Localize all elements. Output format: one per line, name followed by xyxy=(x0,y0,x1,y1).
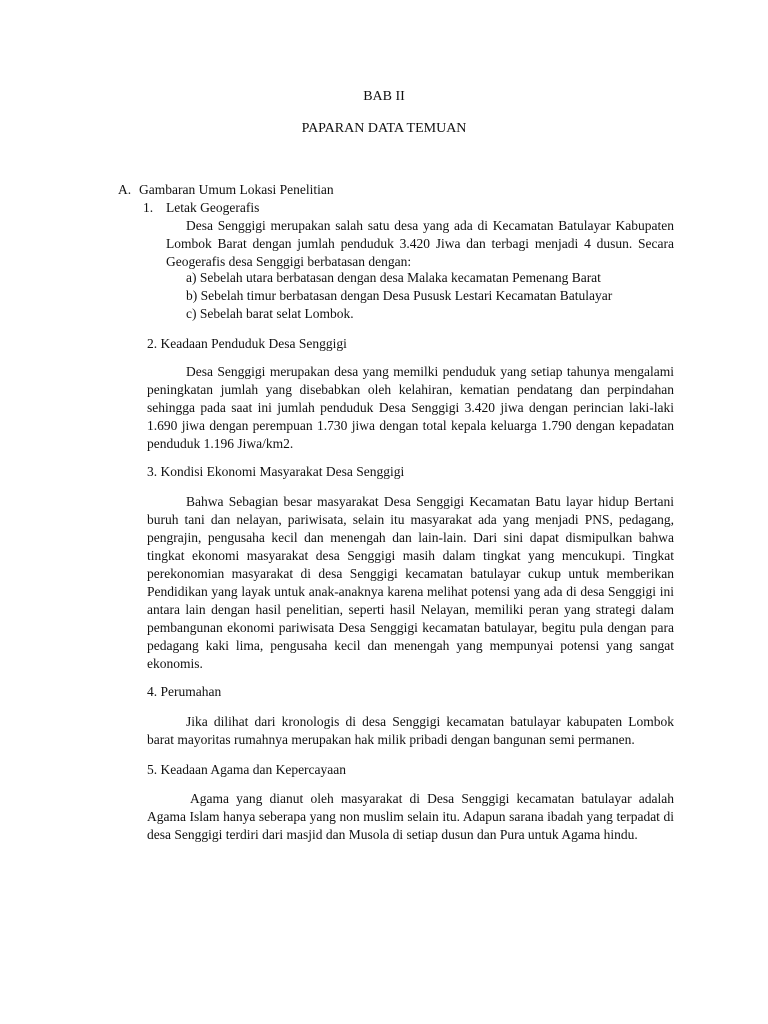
section-a-marker: A. xyxy=(118,182,132,197)
subsection-1-paragraph: Desa Senggigi merupakan salah satu desa yang ada di Kecamatan Batulayar Kabupaten Lombok Barat dengan jumlah penduduk 3.420 Jiwa dan terbagi menjadi 4 dusun. Secara Geogerafis desa Senggigi berbatasan dengan: xyxy=(166,218,674,269)
boundary-west: c) Sebelah barat selat Lombok. xyxy=(186,306,354,321)
subsection-3-heading: 3. Kondisi Ekonomi Masyarakat Desa Senggigi xyxy=(147,464,405,479)
subsection-4-heading: 4. Perumahan xyxy=(147,684,222,699)
chapter-label: BAB II xyxy=(363,89,405,104)
subsection-4-paragraph: Jika dilihat dari kronologis di desa Senggigi kecamatan batulayar kabupaten Lombok barat mayoritas rumahnya merupakan hak milik pribadi dengan bangunan semi permanen. xyxy=(147,714,674,747)
section-a-heading: Gambaran Umum Lokasi Penelitian xyxy=(139,182,334,197)
subsection-1-heading: Letak Geogerafis xyxy=(166,200,260,215)
subsection-5-paragraph: Agama yang dianut oleh masyarakat di Desa Senggigi kecamatan batulayar adalah Agama Islam hanya seberapa yang non muslim selain itu. Adapun sarana ibadah yang terpadat di desa Senggigi terdiri dari masjid dan Musola di setiap dusun dan Pura untuk Agama hindu. xyxy=(147,791,674,842)
subsection-1-marker: 1. xyxy=(143,200,154,215)
subsection-5-heading: 5. Keadaan Agama dan Kepercayaan xyxy=(147,762,347,777)
subsection-2-heading: 2. Keadaan Penduduk Desa Senggigi xyxy=(147,336,347,351)
subsection-2-paragraph: Desa Senggigi merupakan desa yang memilki penduduk yang setiap tahunya mengalami peningkatan jumlah yang disebabkan oleh kelahiran, kematian pendatang dan perpindahan sehingga pada saat ini jumlah penduduk Desa Senggigi 3.420 jiwa dengan perincian laki-laki 1.690 jiwa dengan perempuan 1.730 jiwa dengan total kepala keluarga 1.790 dengan kepadatan penduduk 1.196 Jiwa/km2. xyxy=(147,364,674,451)
boundary-north: a) Sebelah utara berbatasan dengan desa Malaka kecamatan Pemenang Barat xyxy=(186,270,601,285)
subsection-3-paragraph: Bahwa Sebagian besar masyarakat Desa Senggigi Kecamatan Batu layar hidup Bertani buruh tani dan nelayan, pariwisata, selain itu masyarakat ada yang menjadi PNS, pedagang, pengrajin, pengusaha kecil dan menengah dan lain-lain. Dari sini dapat dismipulkan bahwa tingkat ekonomi masyarakat desa Senggigi masih dalam tingkat yang mencukupi. Tingkat perekonomian masyarakat di desa Senggigi kecamatan batulayar cukup untuk memberikan Pendidikan yang layak untuk anak-anaknya karena melihat potensi yang ada di desa Senggigi ini antara lain dengan hasil penelitian, seperti hasil Nelayan, memiliki peran yang strategi dalam pembangunan ekonomi pariwisata Desa Senggigi kecamatan batulayar, begitu pula dengan para pedagang kaki lima, pengusaha kecil dan menengah yang mempunyai potensi yang sangat ekonomis. xyxy=(147,494,674,671)
chapter-title: PAPARAN DATA TEMUAN xyxy=(301,121,467,136)
boundary-east: b) Sebelah timur berbatasan dengan Desa Pususk Lestari Kecamatan Batulayar xyxy=(186,288,613,303)
